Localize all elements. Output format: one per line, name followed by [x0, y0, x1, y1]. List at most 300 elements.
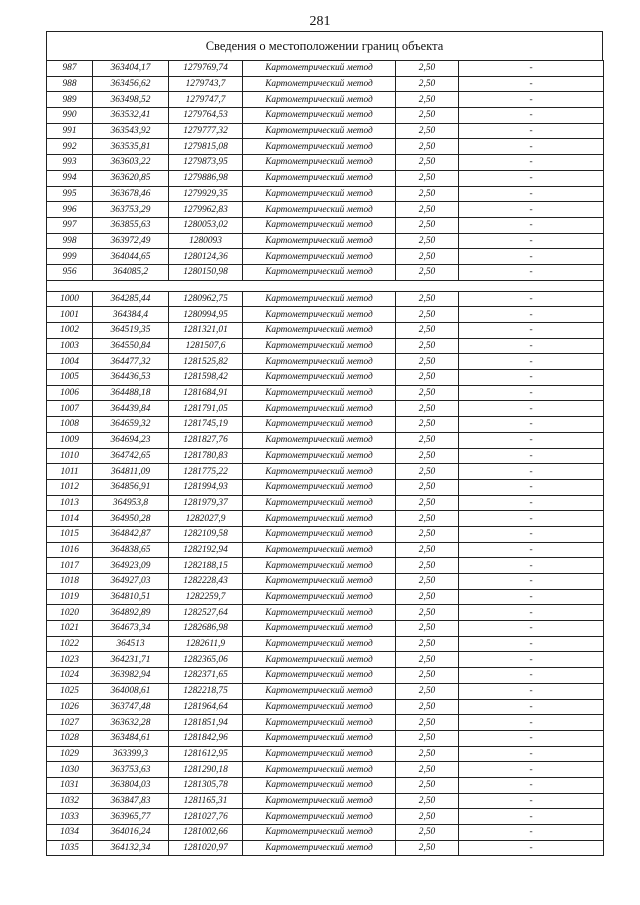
coordinate-y-cell: 1282365,06 [169, 652, 243, 668]
coordinate-x-cell: 364810,51 [93, 589, 169, 605]
table-row [47, 417, 604, 433]
method-cell: Картометрический метод [243, 108, 396, 124]
coordinate-x-cell: 363972,49 [93, 233, 169, 249]
description-cell: - [459, 542, 604, 558]
table-row [47, 652, 604, 668]
method-cell: Картометрический метод [243, 699, 396, 715]
point-number-cell: 1006 [47, 385, 93, 401]
description-cell: - [459, 249, 604, 265]
coordinate-x-cell: 364838,65 [93, 542, 169, 558]
description-cell: - [459, 61, 604, 77]
point-number-cell: 1004 [47, 354, 93, 370]
accuracy-cell: 2,50 [396, 574, 459, 590]
table-row [47, 825, 604, 841]
accuracy-cell: 2,50 [396, 464, 459, 480]
coordinate-y-cell: 1282109,58 [169, 526, 243, 542]
description-cell: - [459, 354, 604, 370]
accuracy-cell: 2,50 [396, 825, 459, 841]
method-cell: Картометрический метод [243, 202, 396, 218]
separator-cell [47, 280, 604, 291]
description-cell: - [459, 605, 604, 621]
point-number-cell: 1015 [47, 526, 93, 542]
point-number-cell: 1007 [47, 401, 93, 417]
table-row [47, 155, 604, 171]
coordinate-x-cell: 363543,92 [93, 123, 169, 139]
table-row [47, 730, 604, 746]
coordinate-y-cell: 1281165,31 [169, 793, 243, 809]
accuracy-cell: 2,50 [396, 809, 459, 825]
coordinate-y-cell: 1281791,05 [169, 401, 243, 417]
coordinate-x-cell: 364132,34 [93, 840, 169, 856]
accuracy-cell: 2,50 [396, 307, 459, 323]
coordinate-y-cell: 1279743,7 [169, 76, 243, 92]
coordinate-y-cell: 1282218,75 [169, 683, 243, 699]
coordinate-x-cell: 363620,85 [93, 170, 169, 186]
point-number-cell: 1026 [47, 699, 93, 715]
coordinate-x-cell: 364950,28 [93, 511, 169, 527]
coordinate-x-cell: 363982,94 [93, 668, 169, 684]
method-cell: Картометрический метод [243, 370, 396, 386]
point-number-cell: 1028 [47, 730, 93, 746]
coordinate-y-cell: 1281964,64 [169, 699, 243, 715]
coordinate-y-cell: 1280053,02 [169, 217, 243, 233]
coordinate-x-cell: 363632,28 [93, 715, 169, 731]
coordinate-x-cell: 364384,4 [93, 307, 169, 323]
description-cell: - [459, 307, 604, 323]
table-row [47, 139, 604, 155]
coordinate-y-cell: 1281598,42 [169, 370, 243, 386]
coordinate-y-cell: 1280962,75 [169, 291, 243, 307]
table-row [47, 92, 604, 108]
description-cell: - [459, 448, 604, 464]
description-cell: - [459, 202, 604, 218]
point-number-cell: 1001 [47, 307, 93, 323]
description-cell: - [459, 217, 604, 233]
table-row [47, 307, 604, 323]
accuracy-cell: 2,50 [396, 354, 459, 370]
coordinate-y-cell: 1282371,65 [169, 668, 243, 684]
coordinate-y-cell: 1281290,18 [169, 762, 243, 778]
table-row [47, 108, 604, 124]
point-number-cell: 1011 [47, 464, 93, 480]
description-cell: - [459, 668, 604, 684]
accuracy-cell: 2,50 [396, 589, 459, 605]
coordinate-y-cell: 1282027,9 [169, 511, 243, 527]
point-number-cell: 1003 [47, 338, 93, 354]
accuracy-cell: 2,50 [396, 401, 459, 417]
coordinate-y-cell: 1281507,6 [169, 338, 243, 354]
table-row [47, 202, 604, 218]
description-cell: - [459, 338, 604, 354]
coordinate-y-cell: 1280994,95 [169, 307, 243, 323]
coordinate-x-cell: 364927,03 [93, 574, 169, 590]
description-cell: - [459, 417, 604, 433]
description-cell: - [459, 746, 604, 762]
table-title: Сведения о местоположении границ объекта [46, 31, 603, 60]
accuracy-cell: 2,50 [396, 170, 459, 186]
table-row [47, 511, 604, 527]
point-number-cell: 1017 [47, 558, 93, 574]
point-number-cell: 992 [47, 139, 93, 155]
table-row [47, 495, 604, 511]
description-cell: - [459, 715, 604, 731]
accuracy-cell: 2,50 [396, 479, 459, 495]
coordinate-x-cell: 364856,91 [93, 479, 169, 495]
method-cell: Картометрический метод [243, 155, 396, 171]
table-row [47, 291, 604, 307]
coordinate-x-cell: 363532,41 [93, 108, 169, 124]
description-cell: - [459, 621, 604, 637]
coordinate-y-cell: 1279962,83 [169, 202, 243, 218]
accuracy-cell: 2,50 [396, 291, 459, 307]
table-row [47, 401, 604, 417]
method-cell: Картометрический метод [243, 479, 396, 495]
accuracy-cell: 2,50 [396, 526, 459, 542]
method-cell: Картометрический метод [243, 793, 396, 809]
description-cell: - [459, 840, 604, 856]
description-cell: - [459, 652, 604, 668]
coordinate-y-cell: 1281305,78 [169, 777, 243, 793]
description-cell: - [459, 589, 604, 605]
coordinate-y-cell: 1282192,94 [169, 542, 243, 558]
coordinate-y-cell: 1281002,66 [169, 825, 243, 841]
coordinate-y-cell: 1279769,74 [169, 61, 243, 77]
table-row [47, 170, 604, 186]
method-cell: Картометрический метод [243, 636, 396, 652]
coordinate-x-cell: 364923,09 [93, 558, 169, 574]
point-number-cell: 1013 [47, 495, 93, 511]
description-cell: - [459, 139, 604, 155]
table-row [47, 323, 604, 339]
table-row [47, 448, 604, 464]
description-cell: - [459, 574, 604, 590]
table-row [47, 464, 604, 480]
accuracy-cell: 2,50 [396, 746, 459, 762]
method-cell: Картометрический метод [243, 448, 396, 464]
coordinate-x-cell: 364842,87 [93, 526, 169, 542]
accuracy-cell: 2,50 [396, 432, 459, 448]
description-cell: - [459, 699, 604, 715]
accuracy-cell: 2,50 [396, 385, 459, 401]
coordinate-x-cell: 364285,44 [93, 291, 169, 307]
table-row [47, 264, 604, 280]
accuracy-cell: 2,50 [396, 840, 459, 856]
method-cell: Картометрический метод [243, 401, 396, 417]
table-row [47, 840, 604, 856]
coordinate-x-cell: 364439,84 [93, 401, 169, 417]
coordinate-x-cell: 363456,62 [93, 76, 169, 92]
accuracy-cell: 2,50 [396, 61, 459, 77]
point-number-cell: 1035 [47, 840, 93, 856]
point-number-cell: 997 [47, 217, 93, 233]
coordinate-x-cell: 363678,46 [93, 186, 169, 202]
table-row [47, 186, 604, 202]
point-number-cell: 1025 [47, 683, 93, 699]
description-cell: - [459, 323, 604, 339]
table-row [47, 777, 604, 793]
coordinate-x-cell: 363804,03 [93, 777, 169, 793]
table-row [47, 123, 604, 139]
coordinate-y-cell: 1281525,82 [169, 354, 243, 370]
table-row [47, 762, 604, 778]
point-number-cell: 1020 [47, 605, 93, 621]
method-cell: Картометрический метод [243, 495, 396, 511]
table-row [47, 217, 604, 233]
coordinate-x-cell: 363498,52 [93, 92, 169, 108]
method-cell: Картометрический метод [243, 249, 396, 265]
coordinate-x-cell: 364550,84 [93, 338, 169, 354]
point-number-cell: 1012 [47, 479, 93, 495]
accuracy-cell: 2,50 [396, 605, 459, 621]
coordinate-x-cell: 363399,3 [93, 746, 169, 762]
point-number-cell: 995 [47, 186, 93, 202]
coordinate-y-cell: 1281020,97 [169, 840, 243, 856]
method-cell: Картометрический метод [243, 217, 396, 233]
coordinate-y-cell: 1280124,36 [169, 249, 243, 265]
method-cell: Картометрический метод [243, 840, 396, 856]
coordinate-x-cell: 363484,61 [93, 730, 169, 746]
method-cell: Картометрический метод [243, 762, 396, 778]
table-row [47, 233, 604, 249]
description-cell: - [459, 155, 604, 171]
accuracy-cell: 2,50 [396, 233, 459, 249]
method-cell: Картометрический метод [243, 123, 396, 139]
point-number-cell: 1010 [47, 448, 93, 464]
point-number-cell: 987 [47, 61, 93, 77]
coordinate-x-cell: 363855,63 [93, 217, 169, 233]
coordinate-y-cell: 1282611,9 [169, 636, 243, 652]
description-cell: - [459, 108, 604, 124]
coordinate-y-cell: 1279747,7 [169, 92, 243, 108]
coordinate-x-cell: 364513 [93, 636, 169, 652]
method-cell: Картометрический метод [243, 354, 396, 370]
accuracy-cell: 2,50 [396, 370, 459, 386]
coordinate-x-cell: 364811,09 [93, 464, 169, 480]
coordinate-x-cell: 363965,77 [93, 809, 169, 825]
coordinate-x-cell: 364436,53 [93, 370, 169, 386]
method-cell: Картометрический метод [243, 621, 396, 637]
coordinate-x-cell: 364488,18 [93, 385, 169, 401]
description-cell: - [459, 558, 604, 574]
accuracy-cell: 2,50 [396, 542, 459, 558]
table-row [47, 338, 604, 354]
method-cell: Картометрический метод [243, 417, 396, 433]
method-cell: Картометрический метод [243, 432, 396, 448]
table-row [47, 542, 604, 558]
description-cell: - [459, 495, 604, 511]
description-cell: - [459, 464, 604, 480]
point-number-cell: 991 [47, 123, 93, 139]
coordinate-y-cell: 1281994,93 [169, 479, 243, 495]
method-cell: Картометрический метод [243, 730, 396, 746]
description-cell: - [459, 825, 604, 841]
point-number-cell: 1002 [47, 323, 93, 339]
method-cell: Картометрический метод [243, 170, 396, 186]
method-cell: Картометрический метод [243, 589, 396, 605]
accuracy-cell: 2,50 [396, 264, 459, 280]
coordinate-y-cell: 1282228,43 [169, 574, 243, 590]
accuracy-cell: 2,50 [396, 793, 459, 809]
coordinate-y-cell: 1281684,91 [169, 385, 243, 401]
coordinate-x-cell: 364016,24 [93, 825, 169, 841]
method-cell: Картометрический метод [243, 652, 396, 668]
accuracy-cell: 2,50 [396, 652, 459, 668]
accuracy-cell: 2,50 [396, 621, 459, 637]
coordinate-y-cell: 1282188,15 [169, 558, 243, 574]
point-number-cell: 1032 [47, 793, 93, 809]
point-number-cell: 996 [47, 202, 93, 218]
coordinate-y-cell: 1281027,76 [169, 809, 243, 825]
description-cell: - [459, 777, 604, 793]
coordinate-y-cell: 1279873,95 [169, 155, 243, 171]
point-number-cell: 989 [47, 92, 93, 108]
point-number-cell: 988 [47, 76, 93, 92]
method-cell: Картометрический метод [243, 139, 396, 155]
table-row [47, 479, 604, 495]
description-cell: - [459, 401, 604, 417]
point-number-cell: 1021 [47, 621, 93, 637]
separator-row [47, 280, 604, 291]
coordinate-x-cell: 364231,71 [93, 652, 169, 668]
method-cell: Картометрический метод [243, 542, 396, 558]
method-cell: Картометрический метод [243, 668, 396, 684]
method-cell: Картометрический метод [243, 574, 396, 590]
point-number-cell: 1034 [47, 825, 93, 841]
coordinate-x-cell: 364892,89 [93, 605, 169, 621]
description-cell: - [459, 186, 604, 202]
description-cell: - [459, 123, 604, 139]
table-row [47, 432, 604, 448]
point-number-cell: 1018 [47, 574, 93, 590]
method-cell: Картометрический метод [243, 777, 396, 793]
point-number-cell: 998 [47, 233, 93, 249]
description-cell: - [459, 683, 604, 699]
point-number-cell: 956 [47, 264, 93, 280]
point-number-cell: 1014 [47, 511, 93, 527]
method-cell: Картометрический метод [243, 605, 396, 621]
table-row [47, 249, 604, 265]
description-cell: - [459, 793, 604, 809]
method-cell: Картометрический метод [243, 186, 396, 202]
method-cell: Картометрический метод [243, 233, 396, 249]
coordinate-x-cell: 363847,83 [93, 793, 169, 809]
table-row [47, 61, 604, 77]
accuracy-cell: 2,50 [396, 715, 459, 731]
accuracy-cell: 2,50 [396, 338, 459, 354]
accuracy-cell: 2,50 [396, 699, 459, 715]
method-cell: Картометрический метод [243, 825, 396, 841]
coordinate-x-cell: 364694,23 [93, 432, 169, 448]
coordinate-y-cell: 1281780,83 [169, 448, 243, 464]
accuracy-cell: 2,50 [396, 92, 459, 108]
table-row [47, 636, 604, 652]
point-number-cell: 993 [47, 155, 93, 171]
accuracy-cell: 2,50 [396, 417, 459, 433]
coordinate-x-cell: 364477,32 [93, 354, 169, 370]
description-cell: - [459, 170, 604, 186]
accuracy-cell: 2,50 [396, 777, 459, 793]
coordinate-y-cell: 1281842,96 [169, 730, 243, 746]
description-cell: - [459, 511, 604, 527]
table-row [47, 668, 604, 684]
table-row [47, 76, 604, 92]
coordinate-x-cell: 363753,63 [93, 762, 169, 778]
table-row [47, 370, 604, 386]
coordinate-x-cell: 364519,35 [93, 323, 169, 339]
coordinate-x-cell: 363404,17 [93, 61, 169, 77]
accuracy-cell: 2,50 [396, 683, 459, 699]
description-cell: - [459, 809, 604, 825]
method-cell: Картометрический метод [243, 291, 396, 307]
method-cell: Картометрический метод [243, 511, 396, 527]
coordinate-y-cell: 1279764,53 [169, 108, 243, 124]
table-row [47, 589, 604, 605]
accuracy-cell: 2,50 [396, 217, 459, 233]
description-cell: - [459, 526, 604, 542]
point-number-cell: 1016 [47, 542, 93, 558]
accuracy-cell: 2,50 [396, 448, 459, 464]
accuracy-cell: 2,50 [396, 123, 459, 139]
accuracy-cell: 2,50 [396, 511, 459, 527]
method-cell: Картометрический метод [243, 558, 396, 574]
point-number-cell: 994 [47, 170, 93, 186]
method-cell: Картометрический метод [243, 526, 396, 542]
table-row [47, 354, 604, 370]
coordinate-y-cell: 1280150,98 [169, 264, 243, 280]
method-cell: Картометрический метод [243, 464, 396, 480]
point-number-cell: 1000 [47, 291, 93, 307]
point-number-cell: 1024 [47, 668, 93, 684]
description-cell: - [459, 762, 604, 778]
coordinate-x-cell: 364953,8 [93, 495, 169, 511]
point-number-cell: 1023 [47, 652, 93, 668]
point-number-cell: 1019 [47, 589, 93, 605]
table-row [47, 574, 604, 590]
point-number-cell: 1009 [47, 432, 93, 448]
method-cell: Картометрический метод [243, 92, 396, 108]
coordinate-x-cell: 364673,34 [93, 621, 169, 637]
method-cell: Картометрический метод [243, 323, 396, 339]
accuracy-cell: 2,50 [396, 323, 459, 339]
table-row [47, 605, 604, 621]
accuracy-cell: 2,50 [396, 762, 459, 778]
point-number-cell: 1008 [47, 417, 93, 433]
method-cell: Картометрический метод [243, 307, 396, 323]
table-row [47, 746, 604, 762]
coordinate-x-cell: 363603,22 [93, 155, 169, 171]
coordinates-table [46, 60, 604, 856]
description-cell: - [459, 385, 604, 401]
point-number-cell: 1031 [47, 777, 93, 793]
accuracy-cell: 2,50 [396, 495, 459, 511]
point-number-cell: 1022 [47, 636, 93, 652]
accuracy-cell: 2,50 [396, 202, 459, 218]
method-cell: Картометрический метод [243, 61, 396, 77]
description-cell: - [459, 636, 604, 652]
description-cell: - [459, 370, 604, 386]
description-cell: - [459, 479, 604, 495]
coordinate-y-cell: 1279886,98 [169, 170, 243, 186]
accuracy-cell: 2,50 [396, 108, 459, 124]
point-number-cell: 999 [47, 249, 93, 265]
method-cell: Картометрический метод [243, 683, 396, 699]
accuracy-cell: 2,50 [396, 155, 459, 171]
coordinate-y-cell: 1282259,7 [169, 589, 243, 605]
point-number-cell: 990 [47, 108, 93, 124]
method-cell: Картометрический метод [243, 746, 396, 762]
description-cell: - [459, 291, 604, 307]
method-cell: Картометрический метод [243, 385, 396, 401]
